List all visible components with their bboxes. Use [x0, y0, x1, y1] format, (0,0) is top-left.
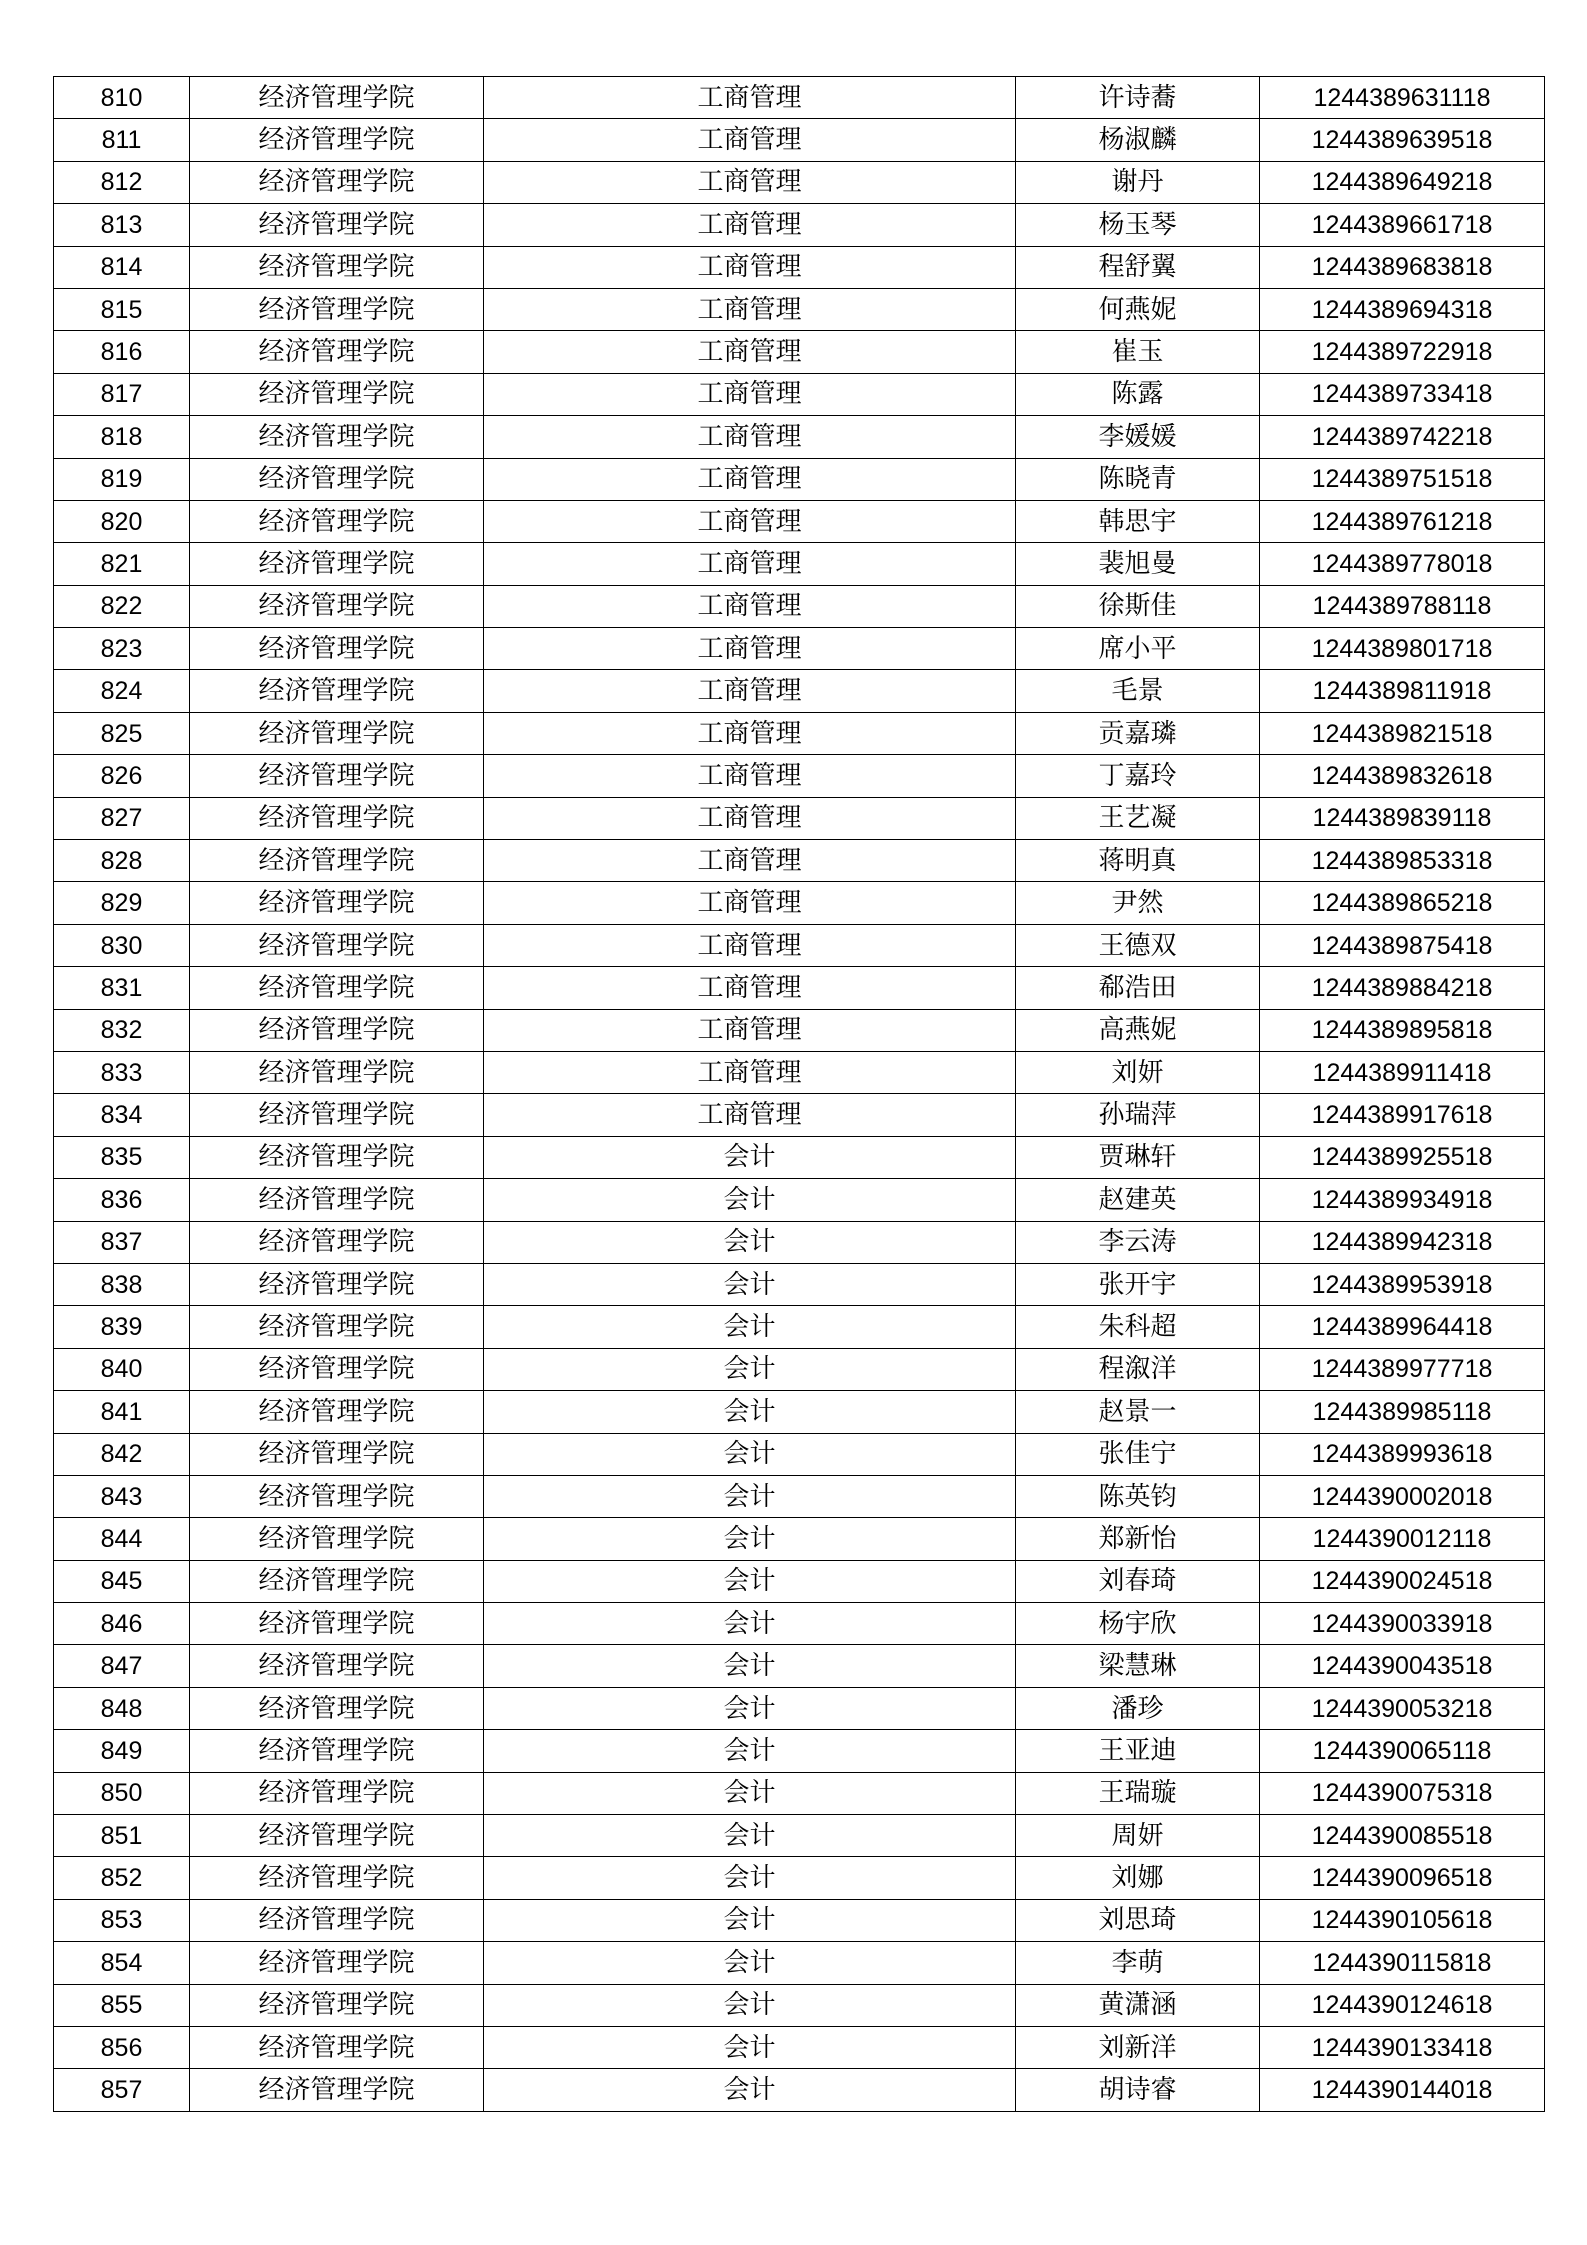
college-cell: 经济管理学院 — [190, 500, 484, 542]
student-id-cell: 1244389895818 — [1260, 1009, 1545, 1051]
major-cell: 工商管理 — [484, 797, 1016, 839]
row-index: 852 — [54, 1857, 190, 1899]
major-cell: 工商管理 — [484, 924, 1016, 966]
row-index: 815 — [54, 288, 190, 330]
table-row — [54, 628, 1545, 670]
student-name-cell: 杨玉琴 — [1016, 204, 1260, 246]
row-index: 813 — [54, 204, 190, 246]
table-row — [54, 1136, 1545, 1178]
college-cell: 经济管理学院 — [190, 1348, 484, 1390]
major-cell: 会计 — [484, 1560, 1016, 1602]
college-cell: 经济管理学院 — [190, 161, 484, 203]
major-cell: 会计 — [484, 1518, 1016, 1560]
table-row — [54, 1603, 1545, 1645]
row-index: 835 — [54, 1136, 190, 1178]
college-cell: 经济管理学院 — [190, 1603, 484, 1645]
row-index: 812 — [54, 161, 190, 203]
row-index: 836 — [54, 1179, 190, 1221]
table-row — [54, 373, 1545, 415]
student-id-cell: 1244389761218 — [1260, 500, 1545, 542]
row-index: 820 — [54, 500, 190, 542]
college-cell: 经济管理学院 — [190, 1560, 484, 1602]
college-cell: 经济管理学院 — [190, 712, 484, 754]
table-row — [54, 1221, 1545, 1263]
student-id-cell: 1244389942318 — [1260, 1221, 1545, 1263]
table-row — [54, 1179, 1545, 1221]
student-name-cell: 谢丹 — [1016, 161, 1260, 203]
college-cell: 经济管理学院 — [190, 1899, 484, 1941]
table-row — [54, 1687, 1545, 1729]
row-index: 834 — [54, 1094, 190, 1136]
major-cell: 工商管理 — [484, 416, 1016, 458]
major-cell: 工商管理 — [484, 1051, 1016, 1093]
student-id-cell: 1244390115818 — [1260, 1942, 1545, 1984]
table-row — [54, 1391, 1545, 1433]
row-index: 853 — [54, 1899, 190, 1941]
student-name-cell: 陈晓青 — [1016, 458, 1260, 500]
table-row — [54, 670, 1545, 712]
table-row — [54, 416, 1545, 458]
row-index: 818 — [54, 416, 190, 458]
row-index: 838 — [54, 1263, 190, 1305]
row-index: 811 — [54, 119, 190, 161]
row-index: 855 — [54, 1984, 190, 2026]
student-name-cell: 王瑞璇 — [1016, 1772, 1260, 1814]
major-cell: 会计 — [484, 1179, 1016, 1221]
table-row — [54, 161, 1545, 203]
row-index: 845 — [54, 1560, 190, 1602]
table-row — [54, 712, 1545, 754]
major-cell: 会计 — [484, 1221, 1016, 1263]
student-name-cell: 尹然 — [1016, 882, 1260, 924]
major-cell: 工商管理 — [484, 840, 1016, 882]
major-cell: 工商管理 — [484, 246, 1016, 288]
college-cell: 经济管理学院 — [190, 585, 484, 627]
major-cell: 会计 — [484, 1984, 1016, 2026]
college-cell: 经济管理学院 — [190, 119, 484, 161]
student-name-cell: 李媛媛 — [1016, 416, 1260, 458]
college-cell: 经济管理学院 — [190, 670, 484, 712]
row-index: 827 — [54, 797, 190, 839]
table-row — [54, 1051, 1545, 1093]
college-cell: 经济管理学院 — [190, 1051, 484, 1093]
college-cell: 经济管理学院 — [190, 246, 484, 288]
major-cell: 工商管理 — [484, 585, 1016, 627]
student-id-cell: 1244389683818 — [1260, 246, 1545, 288]
student-name-cell: 席小平 — [1016, 628, 1260, 670]
table-row — [54, 585, 1545, 627]
student-id-cell: 1244389934918 — [1260, 1179, 1545, 1221]
student-name-cell: 张佳宁 — [1016, 1433, 1260, 1475]
student-name-cell: 贡嘉璘 — [1016, 712, 1260, 754]
row-index: 826 — [54, 755, 190, 797]
college-cell: 经济管理学院 — [190, 1815, 484, 1857]
student-id-cell: 1244390053218 — [1260, 1687, 1545, 1729]
major-cell: 会计 — [484, 1815, 1016, 1857]
major-cell: 工商管理 — [484, 161, 1016, 203]
student-name-cell: 刘思琦 — [1016, 1899, 1260, 1941]
student-id-cell: 1244389742218 — [1260, 416, 1545, 458]
college-cell: 经济管理学院 — [190, 416, 484, 458]
student-name-cell: 刘春琦 — [1016, 1560, 1260, 1602]
table-row — [54, 331, 1545, 373]
student-name-cell: 朱科超 — [1016, 1306, 1260, 1348]
student-id-cell: 1244390024518 — [1260, 1560, 1545, 1602]
student-id-cell: 1244389639518 — [1260, 119, 1545, 161]
college-cell: 经济管理学院 — [190, 1263, 484, 1305]
student-id-cell: 1244389788118 — [1260, 585, 1545, 627]
major-cell: 会计 — [484, 1306, 1016, 1348]
row-index: 848 — [54, 1687, 190, 1729]
table-row — [54, 1645, 1545, 1687]
major-cell: 工商管理 — [484, 967, 1016, 1009]
college-cell: 经济管理学院 — [190, 1433, 484, 1475]
student-id-cell: 1244389925518 — [1260, 1136, 1545, 1178]
major-cell: 工商管理 — [484, 628, 1016, 670]
student-id-cell: 1244389649218 — [1260, 161, 1545, 203]
student-id-cell: 1244390133418 — [1260, 2026, 1545, 2068]
student-id-cell: 1244390105618 — [1260, 1899, 1545, 1941]
student-name-cell: 蒋明真 — [1016, 840, 1260, 882]
table-row — [54, 1942, 1545, 1984]
student-id-cell: 1244389964418 — [1260, 1306, 1545, 1348]
student-id-cell: 1244390085518 — [1260, 1815, 1545, 1857]
table-row — [54, 924, 1545, 966]
college-cell: 经济管理学院 — [190, 204, 484, 246]
major-cell: 会计 — [484, 1263, 1016, 1305]
student-id-cell: 1244390075318 — [1260, 1772, 1545, 1814]
student-id-cell: 1244389875418 — [1260, 924, 1545, 966]
table-row — [54, 1009, 1545, 1051]
row-index: 842 — [54, 1433, 190, 1475]
table-row — [54, 1306, 1545, 1348]
row-index: 830 — [54, 924, 190, 966]
major-cell: 工商管理 — [484, 882, 1016, 924]
student-id-cell: 1244389911418 — [1260, 1051, 1545, 1093]
major-cell: 工商管理 — [484, 712, 1016, 754]
college-cell: 经济管理学院 — [190, 77, 484, 119]
college-cell: 经济管理学院 — [190, 1687, 484, 1729]
row-index: 814 — [54, 246, 190, 288]
college-cell: 经济管理学院 — [190, 882, 484, 924]
student-id-cell: 1244389993618 — [1260, 1433, 1545, 1475]
table-row — [54, 2069, 1545, 2111]
college-cell: 经济管理学院 — [190, 458, 484, 500]
college-cell: 经济管理学院 — [190, 797, 484, 839]
college-cell: 经济管理学院 — [190, 288, 484, 330]
student-name-cell: 潘珍 — [1016, 1687, 1260, 1729]
row-index: 828 — [54, 840, 190, 882]
college-cell: 经济管理学院 — [190, 1009, 484, 1051]
student-name-cell: 郗浩田 — [1016, 967, 1260, 1009]
table-row — [54, 119, 1545, 161]
major-cell: 会计 — [484, 1475, 1016, 1517]
college-cell: 经济管理学院 — [190, 1094, 484, 1136]
student-name-cell: 刘娜 — [1016, 1857, 1260, 1899]
table-row — [54, 1263, 1545, 1305]
table-row — [54, 246, 1545, 288]
row-index: 857 — [54, 2069, 190, 2111]
roster-table — [53, 76, 1545, 2112]
student-name-cell: 丁嘉玲 — [1016, 755, 1260, 797]
college-cell: 经济管理学院 — [190, 1221, 484, 1263]
major-cell: 工商管理 — [484, 1094, 1016, 1136]
row-index: 854 — [54, 1942, 190, 1984]
table-row — [54, 1433, 1545, 1475]
college-cell: 经济管理学院 — [190, 755, 484, 797]
table-row — [54, 1094, 1545, 1136]
row-index: 831 — [54, 967, 190, 1009]
student-id-cell: 1244389953918 — [1260, 1263, 1545, 1305]
college-cell: 经济管理学院 — [190, 1518, 484, 1560]
student-id-cell: 1244390043518 — [1260, 1645, 1545, 1687]
student-name-cell: 黄潇涵 — [1016, 1984, 1260, 2026]
table-row — [54, 1815, 1545, 1857]
table-row — [54, 1475, 1545, 1517]
student-id-cell: 1244389853318 — [1260, 840, 1545, 882]
major-cell: 会计 — [484, 1772, 1016, 1814]
student-id-cell: 1244390096518 — [1260, 1857, 1545, 1899]
student-name-cell: 王艺凝 — [1016, 797, 1260, 839]
row-index: 843 — [54, 1475, 190, 1517]
student-name-cell: 王德双 — [1016, 924, 1260, 966]
major-cell: 工商管理 — [484, 670, 1016, 712]
row-index: 837 — [54, 1221, 190, 1263]
student-name-cell: 郑新怡 — [1016, 1518, 1260, 1560]
student-id-cell: 1244389865218 — [1260, 882, 1545, 924]
student-name-cell: 赵景一 — [1016, 1391, 1260, 1433]
student-id-cell: 1244389751518 — [1260, 458, 1545, 500]
table-row — [54, 967, 1545, 1009]
student-id-cell: 1244389985118 — [1260, 1391, 1545, 1433]
student-id-cell: 1244389811918 — [1260, 670, 1545, 712]
college-cell: 经济管理学院 — [190, 1984, 484, 2026]
college-cell: 经济管理学院 — [190, 2069, 484, 2111]
major-cell: 会计 — [484, 1645, 1016, 1687]
student-id-cell: 1244389694318 — [1260, 288, 1545, 330]
college-cell: 经济管理学院 — [190, 543, 484, 585]
college-cell: 经济管理学院 — [190, 1645, 484, 1687]
row-index: 850 — [54, 1772, 190, 1814]
student-id-cell: 1244389917618 — [1260, 1094, 1545, 1136]
table-row — [54, 1984, 1545, 2026]
college-cell: 经济管理学院 — [190, 1730, 484, 1772]
college-cell: 经济管理学院 — [190, 331, 484, 373]
major-cell: 会计 — [484, 2069, 1016, 2111]
student-name-cell: 韩思宇 — [1016, 500, 1260, 542]
student-name-cell: 贾琳轩 — [1016, 1136, 1260, 1178]
student-id-cell: 1244390065118 — [1260, 1730, 1545, 1772]
row-index: 825 — [54, 712, 190, 754]
row-index: 851 — [54, 1815, 190, 1857]
row-index: 847 — [54, 1645, 190, 1687]
row-index: 829 — [54, 882, 190, 924]
student-name-cell: 徐斯佳 — [1016, 585, 1260, 627]
major-cell: 会计 — [484, 1730, 1016, 1772]
row-index: 816 — [54, 331, 190, 373]
student-id-cell: 1244389778018 — [1260, 543, 1545, 585]
student-name-cell: 崔玉 — [1016, 331, 1260, 373]
table-row — [54, 204, 1545, 246]
row-index: 839 — [54, 1306, 190, 1348]
college-cell: 经济管理学院 — [190, 1475, 484, 1517]
major-cell: 工商管理 — [484, 373, 1016, 415]
student-name-cell: 程舒翼 — [1016, 246, 1260, 288]
college-cell: 经济管理学院 — [190, 1857, 484, 1899]
table-row — [54, 458, 1545, 500]
student-name-cell: 李萌 — [1016, 1942, 1260, 1984]
table-row — [54, 1348, 1545, 1390]
college-cell: 经济管理学院 — [190, 2026, 484, 2068]
student-name-cell: 许诗蕎 — [1016, 77, 1260, 119]
college-cell: 经济管理学院 — [190, 373, 484, 415]
row-index: 810 — [54, 77, 190, 119]
table-row — [54, 840, 1545, 882]
student-name-cell: 陈英钧 — [1016, 1475, 1260, 1517]
row-index: 819 — [54, 458, 190, 500]
major-cell: 会计 — [484, 2026, 1016, 2068]
college-cell: 经济管理学院 — [190, 1179, 484, 1221]
student-name-cell: 毛景 — [1016, 670, 1260, 712]
college-cell: 经济管理学院 — [190, 628, 484, 670]
major-cell: 工商管理 — [484, 543, 1016, 585]
row-index: 823 — [54, 628, 190, 670]
college-cell: 经济管理学院 — [190, 924, 484, 966]
row-index: 856 — [54, 2026, 190, 2068]
major-cell: 工商管理 — [484, 500, 1016, 542]
student-id-cell: 1244389722918 — [1260, 331, 1545, 373]
major-cell: 工商管理 — [484, 77, 1016, 119]
student-name-cell: 刘新洋 — [1016, 2026, 1260, 2068]
roster-body — [54, 77, 1545, 2112]
student-id-cell: 1244390002018 — [1260, 1475, 1545, 1517]
college-cell: 经济管理学院 — [190, 840, 484, 882]
table-row — [54, 1772, 1545, 1814]
major-cell: 工商管理 — [484, 288, 1016, 330]
student-id-cell: 1244389884218 — [1260, 967, 1545, 1009]
table-row — [54, 882, 1545, 924]
major-cell: 会计 — [484, 1857, 1016, 1899]
major-cell: 工商管理 — [484, 1009, 1016, 1051]
student-id-cell: 1244389801718 — [1260, 628, 1545, 670]
table-row — [54, 2026, 1545, 2068]
college-cell: 经济管理学院 — [190, 1136, 484, 1178]
row-index: 821 — [54, 543, 190, 585]
student-id-cell: 1244389832618 — [1260, 755, 1545, 797]
student-name-cell: 裴旭曼 — [1016, 543, 1260, 585]
major-cell: 工商管理 — [484, 458, 1016, 500]
student-id-cell: 1244389821518 — [1260, 712, 1545, 754]
student-name-cell: 梁慧琳 — [1016, 1645, 1260, 1687]
major-cell: 会计 — [484, 1899, 1016, 1941]
college-cell: 经济管理学院 — [190, 1942, 484, 1984]
student-id-cell: 1244389733418 — [1260, 373, 1545, 415]
major-cell: 工商管理 — [484, 331, 1016, 373]
student-id-cell: 1244389661718 — [1260, 204, 1545, 246]
student-name-cell: 孙瑞萍 — [1016, 1094, 1260, 1136]
major-cell: 工商管理 — [484, 119, 1016, 161]
college-cell: 经济管理学院 — [190, 1391, 484, 1433]
student-name-cell: 何燕妮 — [1016, 288, 1260, 330]
table-row — [54, 1857, 1545, 1899]
student-name-cell: 赵建英 — [1016, 1179, 1260, 1221]
table-row — [54, 1899, 1545, 1941]
student-id-cell: 1244390144018 — [1260, 2069, 1545, 2111]
student-id-cell: 1244389977718 — [1260, 1348, 1545, 1390]
table-row — [54, 797, 1545, 839]
student-name-cell: 周妍 — [1016, 1815, 1260, 1857]
student-name-cell: 程溆洋 — [1016, 1348, 1260, 1390]
row-index: 833 — [54, 1051, 190, 1093]
student-name-cell: 高燕妮 — [1016, 1009, 1260, 1051]
student-name-cell: 王亚迪 — [1016, 1730, 1260, 1772]
student-name-cell: 张开宇 — [1016, 1263, 1260, 1305]
table-row — [54, 1730, 1545, 1772]
table-row — [54, 755, 1545, 797]
major-cell: 会计 — [484, 1687, 1016, 1729]
table-row — [54, 1560, 1545, 1602]
college-cell: 经济管理学院 — [190, 1772, 484, 1814]
major-cell: 会计 — [484, 1942, 1016, 1984]
major-cell: 会计 — [484, 1348, 1016, 1390]
row-index: 840 — [54, 1348, 190, 1390]
student-name-cell: 杨宇欣 — [1016, 1603, 1260, 1645]
college-cell: 经济管理学院 — [190, 1306, 484, 1348]
major-cell: 工商管理 — [484, 755, 1016, 797]
student-id-cell: 1244390012118 — [1260, 1518, 1545, 1560]
student-name-cell: 胡诗睿 — [1016, 2069, 1260, 2111]
major-cell: 工商管理 — [484, 204, 1016, 246]
major-cell: 会计 — [484, 1603, 1016, 1645]
student-name-cell: 陈露 — [1016, 373, 1260, 415]
student-id-cell: 1244389631118 — [1260, 77, 1545, 119]
row-index: 844 — [54, 1518, 190, 1560]
major-cell: 会计 — [484, 1433, 1016, 1475]
row-index: 846 — [54, 1603, 190, 1645]
table-row — [54, 288, 1545, 330]
row-index: 824 — [54, 670, 190, 712]
student-name-cell: 杨淑麟 — [1016, 119, 1260, 161]
major-cell: 会计 — [484, 1391, 1016, 1433]
college-cell: 经济管理学院 — [190, 967, 484, 1009]
table-row — [54, 77, 1545, 119]
student-id-cell: 1244390033918 — [1260, 1603, 1545, 1645]
row-index: 817 — [54, 373, 190, 415]
table-row — [54, 543, 1545, 585]
major-cell: 会计 — [484, 1136, 1016, 1178]
table-row — [54, 500, 1545, 542]
student-name-cell: 李云涛 — [1016, 1221, 1260, 1263]
row-index: 849 — [54, 1730, 190, 1772]
student-id-cell: 1244390124618 — [1260, 1984, 1545, 2026]
student-id-cell: 1244389839118 — [1260, 797, 1545, 839]
row-index: 841 — [54, 1391, 190, 1433]
table-row — [54, 1518, 1545, 1560]
student-name-cell: 刘妍 — [1016, 1051, 1260, 1093]
row-index: 822 — [54, 585, 190, 627]
row-index: 832 — [54, 1009, 190, 1051]
